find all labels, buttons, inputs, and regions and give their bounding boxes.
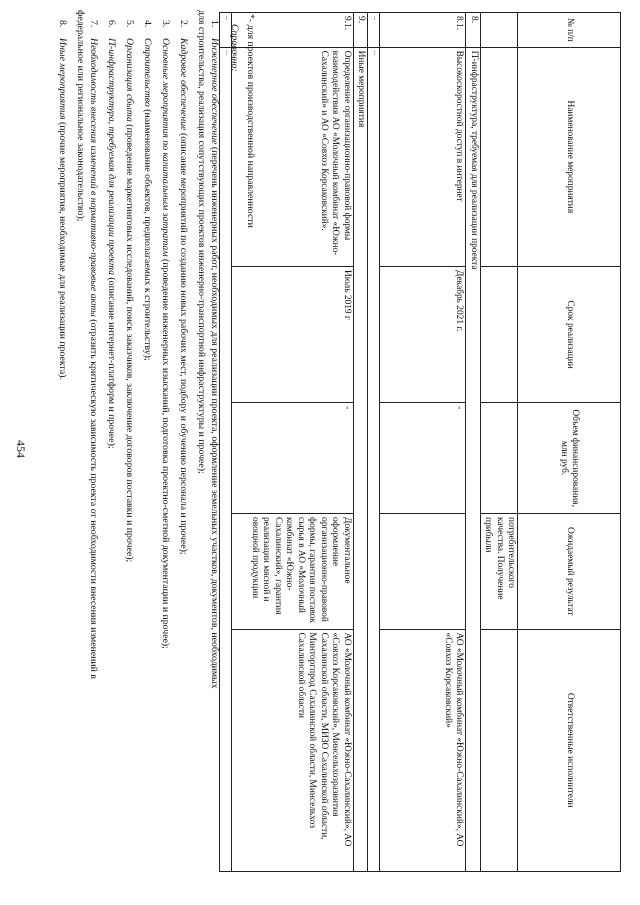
list-item: 2.Кадровое обеспечение (описание мероприятий по созданию новых рабочих мест, подбору и обучению персонала и прочее);	[178, 20, 190, 555]
table-row-section-8	[466, 13, 480, 872]
cell-name: Определение организационно-правовой формы взаимодействия АО «Молочный комбинат «Южно-Сахалинский» и АО «Совхоз Корсаковский».	[231, 47, 353, 266]
cell-num: ...	[368, 13, 380, 48]
activities-table	[219, 12, 621, 872]
header-responsible: Ответственные исполнители	[518, 629, 621, 872]
header-result: Ожидаемый результат	[518, 514, 621, 629]
list-item: 7.Необходимость внесения изменений в нормативно-правовые акты (отразить критическую зависимость проекта от необходимости внесения изменений в федеральное или региональное законодательство);	[75, 10, 99, 679]
section-title: Иные мероприятия	[353, 47, 367, 871]
cell-finance: -	[231, 403, 353, 514]
reference-title: Справочно:	[229, 24, 240, 72]
cell-result: Документальное оформление организационно-правовой формы, гарантия поставок сырья в АО «Молочный комбинат «Южно-Сахалинский», гарантия реализации мясной и овощной продукции	[231, 514, 353, 629]
cell-dots: ...	[219, 47, 231, 871]
cell-num: 8.1.	[380, 13, 466, 48]
list-item: 3.Основные мероприятия по капитальным затратам (проведение инженерных изысканий, подготовка проектно-сметной документации и прочее);	[160, 20, 172, 649]
list-item: 8.Иные мероприятия (прочие мероприятия, необходимые для реализации проекта).	[57, 20, 69, 380]
cell-responsible: АО «Молочный комбинат «Южно-Сахалинский», АО «Совхоз Корсаковский»	[380, 629, 466, 872]
header-name: Наименование мероприятия	[518, 47, 621, 266]
cell-term: Июль 2019 г	[231, 266, 353, 402]
cell-num: 9.	[353, 13, 367, 48]
cell-responsible	[480, 629, 517, 872]
reference-list	[50, 0, 220, 880]
header-finance: Объем финансирования, млн руб.	[518, 403, 621, 514]
cell-num: 9.1.	[231, 13, 353, 48]
header-term: Срок реализации	[518, 266, 621, 402]
table-row-end	[219, 13, 231, 872]
cell-num: 8.	[466, 13, 480, 48]
table-row-dots	[368, 13, 380, 872]
footnote: *- для проектов производственной направленности	[245, 14, 256, 228]
table-row-8-1	[380, 13, 466, 872]
cell-finance: -	[380, 403, 466, 514]
table-header-row	[518, 13, 621, 872]
cell-result: потребительского качества. Получение прибыли	[480, 514, 517, 629]
cell-responsible: АО «Молочный комбинат «Южно-Сахалинский», АО «Совхоз Корсаковский», Минсельхозразвития Сахалинской области, МИЗО Сахалинской области, Минторгпрод Сахалинской области, Минсельхоз Сахалинской области	[231, 629, 353, 872]
cell-dots: ...	[368, 47, 380, 871]
page-number: 454	[14, 440, 28, 458]
cell-term: Декабрь 2021 г.	[380, 266, 466, 402]
cell-name: Высокоскоростной доступ в интернет	[380, 47, 466, 266]
list-item: 1.Инженерное обеспечение (перечень инженерных работ, необходимых для реализации проекта, оформление земельных участков, документов, необходимых для строительства, реализация сопутствующих проектов инженерно-транспортной инфраструктуры и прочее);	[196, 10, 220, 689]
list-item: 5.Организация сбыта (проведение маркетинговых исследований, поиск заказчиков, заключение договоров поставки и прочее);	[123, 20, 135, 563]
list-item: 4.Строительство (наименование объектов, предполагаемых к строительству);	[142, 20, 154, 361]
table-row-continuation	[480, 13, 517, 872]
section-title: IT-инфраструктура, требуемая для реализации проекта	[466, 47, 480, 871]
list-item: 6.IT-инфраструктура, требуемая для реализации проекта (описание интернет-платформ и прочее);	[105, 20, 117, 449]
table-row-section-9	[353, 13, 367, 872]
cell-result	[380, 514, 466, 629]
header-num: № п/п	[518, 13, 621, 48]
cell-num: ...	[219, 13, 231, 48]
